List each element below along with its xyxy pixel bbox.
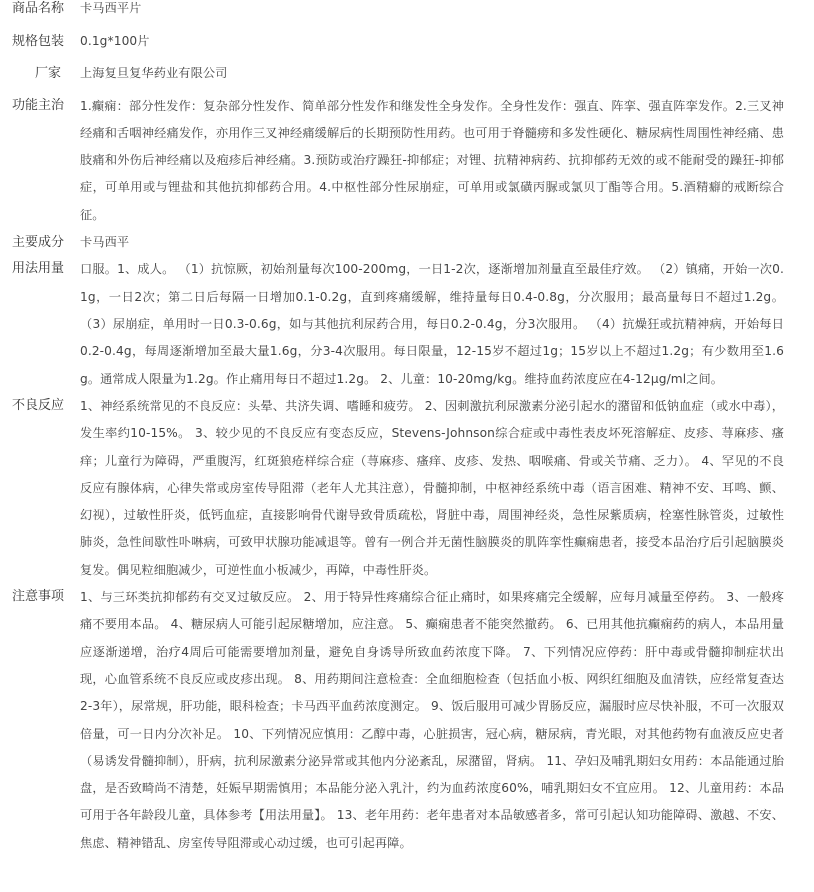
field-row-ingredients xyxy=(0,229,814,257)
field-row-indications xyxy=(0,93,814,229)
field-value-indications: 1.癫痫：部分性发作：复杂部分性发作、简单部分性发作和继发性全身发作。全身性发作：强直、阵挛、强直阵挛发作。2.三叉神经痛和舌咽神经痛发作，亦用作三叉神经痛缓解后的长期预防性用药。也可用于脊髓痨和多发性硬化、糖尿病性周围性神经痛、患肢痛和外伤后神经痛以及疱疹后神经痛。3.预防或治疗躁狂-抑郁症；对锂、抗精神病药、抗抑郁药无效的或不能耐受的躁狂-抑郁症，可单用或与锂盐和其他抗抑郁药合用。4.中枢性部分性尿崩症，可单用或氯磺丙脲或氯贝丁酯等合用。5.酒精癖的戒断综合征。 xyxy=(80,98,784,222)
field-row-spec xyxy=(0,28,814,56)
field-value-adverse-reactions: 1、神经系统常见的不良反应：头晕、共济失调、嗜睡和疲劳。 2、因刺激抗利尿激素分泌引起水的潴留和低钠血症（或水中毒），发生率约10-15%。 3、较少见的不良反应有变态反应，Stevens-Johnson综合症或中毒性表皮坏死溶解症、皮疹、荨麻疹、瘙痒；儿童行为障碍，严重腹泻，红斑狼疮样综合症（荨麻疹、瘙痒、皮疹、发热、咽喉痛、骨或关节痛、乏力）。 4、罕见的不良反应有腺体病，心律失常或房室传导阻滞（老年人尤其注意），骨髓抑制，中枢神经系统中毒（语言困难、精神不安、耳鸣、颤、幻视），过敏性肝炎，低钙血症，直接影响骨代谢导致骨质疏松，肾脏中毒，周围神经炎，急性尿紫质病，栓塞性脉管炎，过敏性肺炎，急性间歇性卟啉病，可致甲状腺功能减退等。曾有一例合并无菌性脑膜炎的肌阵挛性癫痫患者，接受本品治疗后引起脑膜炎复发。偶见粒细胞减少，可逆性血小板减少，再障，中毒性肝炎。 xyxy=(80,398,784,577)
field-label-adverse-reactions: 不良反应 xyxy=(12,397,65,413)
field-label-spec: 规格包装 xyxy=(12,33,65,49)
field-value-dosage: 口服。1、成人。 （1）抗惊厥，初始剂量每次100-200mg，一日1-2次，逐渐增加剂量直至最佳疗效。 （2）镇痛，开始一次0.1g，一日2次；第二日后每隔一日增加0.1-0.2g，直到疼痛缓解，维持量每日0.4-0.8g，分次服用；最高量每日不超过1.2g。 （3）尿崩症，单用时一日0.3-0.6g，如与其他抗利尿药合用，每日0.2-0.4g，分3次服用。 （4）抗燥狂或抗精神病，开始每日0.2-0.4g，每周逐渐增加至最大量1.6g，分3-4次服用。每日限量，12-15岁不超过1g；15岁以上不超过1.2g；有少数用至1.6g。通常成人限量为1.2g。作止痛用每日不超过1.2g。 2、儿童：10-20mg/kg。维持血药浓度应在4-12μg/ml之间。 xyxy=(80,262,784,386)
field-value-product-name: 卡马西平片 xyxy=(80,1,142,15)
field-value-ingredients: 卡马西平 xyxy=(80,234,130,249)
field-label-manufacturer: 厂家 xyxy=(34,66,61,81)
field-label-ingredients: 主要成分 xyxy=(12,234,65,250)
field-row-precautions xyxy=(0,584,814,857)
field-label-product-name: 商品名称 xyxy=(12,1,65,16)
field-value-precautions: 1、与三环类抗抑郁药有交叉过敏反应。 2、用于特异性疼痛综合征止痛时，如果疼痛完全缓解，应每月减量至停药。 3、一般疼痛不要用本品。 4、糖尿病人可能引起尿糖增加，应注意。 5、癫痫患者不能突然撤药。 6、已用其他抗癫痫药的病人，本品用量应逐渐递增，治疗4周后可能需要增加剂量，避免自身诱导所致血药浓度下降。 7、下列情况应停药：肝中毒或骨髓抑制症状出现，心血管系统不良反应或皮疹出现。 8、用药期间注意检查：全血细胞检查（包括血小板、网织红细胞及血清铁，应经常复查达2-3年），尿常规，肝功能，眼科检查；卡马西平血药浓度测定。 9、饭后服用可减少胃肠反应，漏服时应尽快补服，不可一次服双倍量，可一日内分次补足。 10、下列情况应慎用：乙醇中毒，心脏损害，冠心病，糖尿病，青光眼，对其他药物有血液反应史者（易诱发骨髓抑制），肝病，抗利尿激素分泌异常或其他内分泌紊乱，尿潴留，肾病。 11、孕妇及哺乳期妇女用药：本品能通过胎盘，是否致畸尚不清楚，妊娠早期需慎用；本品能分泌入乳汁，约为血药浓度60%，哺乳期妇女不宜应用。 12、儿童用药：本品可用于各年龄段儿童，具体参考【用法用量】。 13、老年用药：老年患者对本品敏感者多，常可引起认知功能障碍、激越、不安、焦虑、精神错乱、房室传导阻滞或心动过缓，也可引起再障。 xyxy=(80,590,784,850)
field-row-product-name xyxy=(0,0,814,23)
field-value-spec: 0.1g*100片 xyxy=(80,33,150,48)
field-row-dosage xyxy=(0,256,814,392)
field-label-precautions: 注意事项 xyxy=(12,589,65,605)
field-row-manufacturer xyxy=(0,60,814,88)
field-label-indications: 功能主治 xyxy=(12,97,65,113)
field-value-manufacturer: 上海复旦复华药业有限公司 xyxy=(80,66,228,80)
field-row-adverse-reactions xyxy=(0,393,814,584)
field-label-dosage: 用法用量 xyxy=(12,261,65,277)
